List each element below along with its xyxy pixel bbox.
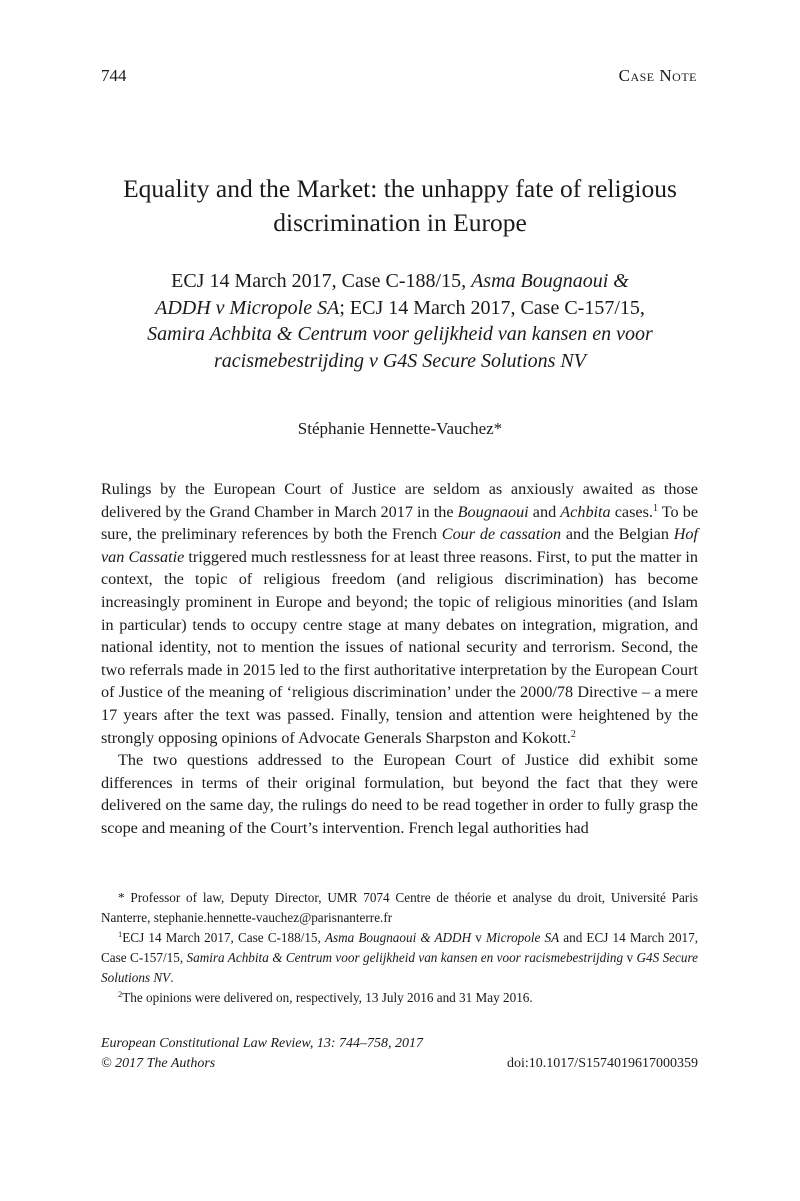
title-line-2: discrimination in Europe <box>273 208 527 237</box>
footnote-party: Samira Achbita & Centrum voor gelijkheid van kansen en voor racismebestrijding <box>186 950 624 965</box>
footnote-2 <box>101 988 698 1008</box>
case-party: ADDH v Micropole SA <box>155 296 340 319</box>
footnote-mark: 2 <box>118 989 123 999</box>
case-name: Bougnaoui <box>457 502 529 521</box>
footnote-text: v <box>471 930 486 945</box>
paragraph-2: The two questions addressed to the European Court of Justice did exhibit some differences in terms of their original formulation, but beyond the fact that they were delivered on the same day, the rulings do need to be read together in order to fully grasp the scope and meaning of the Court’s intervention. French legal authorities had <box>101 751 698 837</box>
case-reference <box>110 268 690 374</box>
doi-link[interactable]: doi:10.1017/S1574019617000359 <box>507 1056 698 1071</box>
running-title: Case Note <box>618 66 697 85</box>
footnote-text: . <box>170 970 174 985</box>
article-body <box>101 478 698 840</box>
body-text: triggered much restlessness for at least three reasons. First, to put the matter in context, the topic of religious freedom (and religious discrimination) has become increasingly prominent in Europe and beyond; the topic of religious minorities (and Islam in particular) tends to occupy centre stage at many debates on integration, migration, and national identity, not to mention the issues of national security and terrorism. Second, the two referrals made in 2015 led to the first authoritative interpretation by the European Court of Justice of the meaning of ‘religious discrimination’ under the 2000/78 Directive – a mere 17 years after the text was passed. Finally, tension and attention were heightened by the strongly opposing opinions of Advocate Generals Sharpston and Kokott. <box>101 547 699 747</box>
page-footer <box>101 1034 698 1074</box>
footnote-party: G4S Secure Solutions NV <box>101 950 698 985</box>
case-text: ; ECJ 14 March 2017, Case C-157/15, <box>339 296 645 319</box>
footnote-mark: 1 <box>118 929 123 939</box>
footnote-ref-2[interactable]: 2 <box>570 728 576 740</box>
footnote-text: The opinions were delivered on, respectively, 13 July 2016 and 31 May 2016. <box>122 990 533 1005</box>
case-party: Asma Bougnaoui & <box>471 270 629 292</box>
footnote-text: v <box>623 950 637 965</box>
author-name: Stéphanie Hennette-Vauchez* <box>297 419 503 438</box>
journal-citation: European Constitutional Law Review, 13: 744–758, 2017 <box>101 1036 423 1051</box>
footnote-party: Micropole SA <box>485 930 560 945</box>
body-text: cases. <box>610 502 653 521</box>
footnote-author: * Professor of law, Deputy Director, UMR 7074 Centre de théorie et analyse du droit, Université Paris Nanterre, stephanie.hennette-vauchez@parisnanterre.fr <box>101 890 698 925</box>
footnote-ref-1[interactable]: 1 <box>652 502 658 514</box>
body-text: and the Belgian <box>561 525 674 544</box>
case-text: ECJ 14 March 2017, Case C-188/15, <box>171 270 472 292</box>
body-text: To be sure, the preliminary references by both the French <box>101 502 699 544</box>
article-title <box>100 172 700 240</box>
page-number: 744 <box>101 66 127 85</box>
footnote-text: and ECJ 14 March 2017, Case C-157/15, <box>101 930 699 965</box>
footnote-1 <box>101 928 698 988</box>
court-name: Cour de cassation <box>441 525 562 544</box>
case-party: Samira Achbita & Centrum voor gelijkheid van kansen en voor <box>147 323 653 345</box>
case-name: Achbita <box>560 502 611 521</box>
title-line-1: Equality and the Market: the unhappy fate of religious <box>123 174 677 203</box>
footnote-party: Asma Bougnaoui & ADDH <box>324 930 472 945</box>
court-name: Hof van Cassatie <box>101 525 698 566</box>
case-party: racismebestrijding v G4S Secure Solutions NV <box>214 349 586 372</box>
paragraph-1 <box>101 478 698 749</box>
body-text: Rulings by the European Court of Justice are seldom as anxiously awaited as those delivered by the Grand Chamber in March 2017 in the <box>101 480 698 521</box>
footnote-text: ECJ 14 March 2017, Case C-188/15, <box>122 930 325 945</box>
copyright-line: © 2017 The Authors <box>101 1056 216 1071</box>
footnotes <box>101 888 698 1008</box>
body-text: and <box>528 502 561 521</box>
